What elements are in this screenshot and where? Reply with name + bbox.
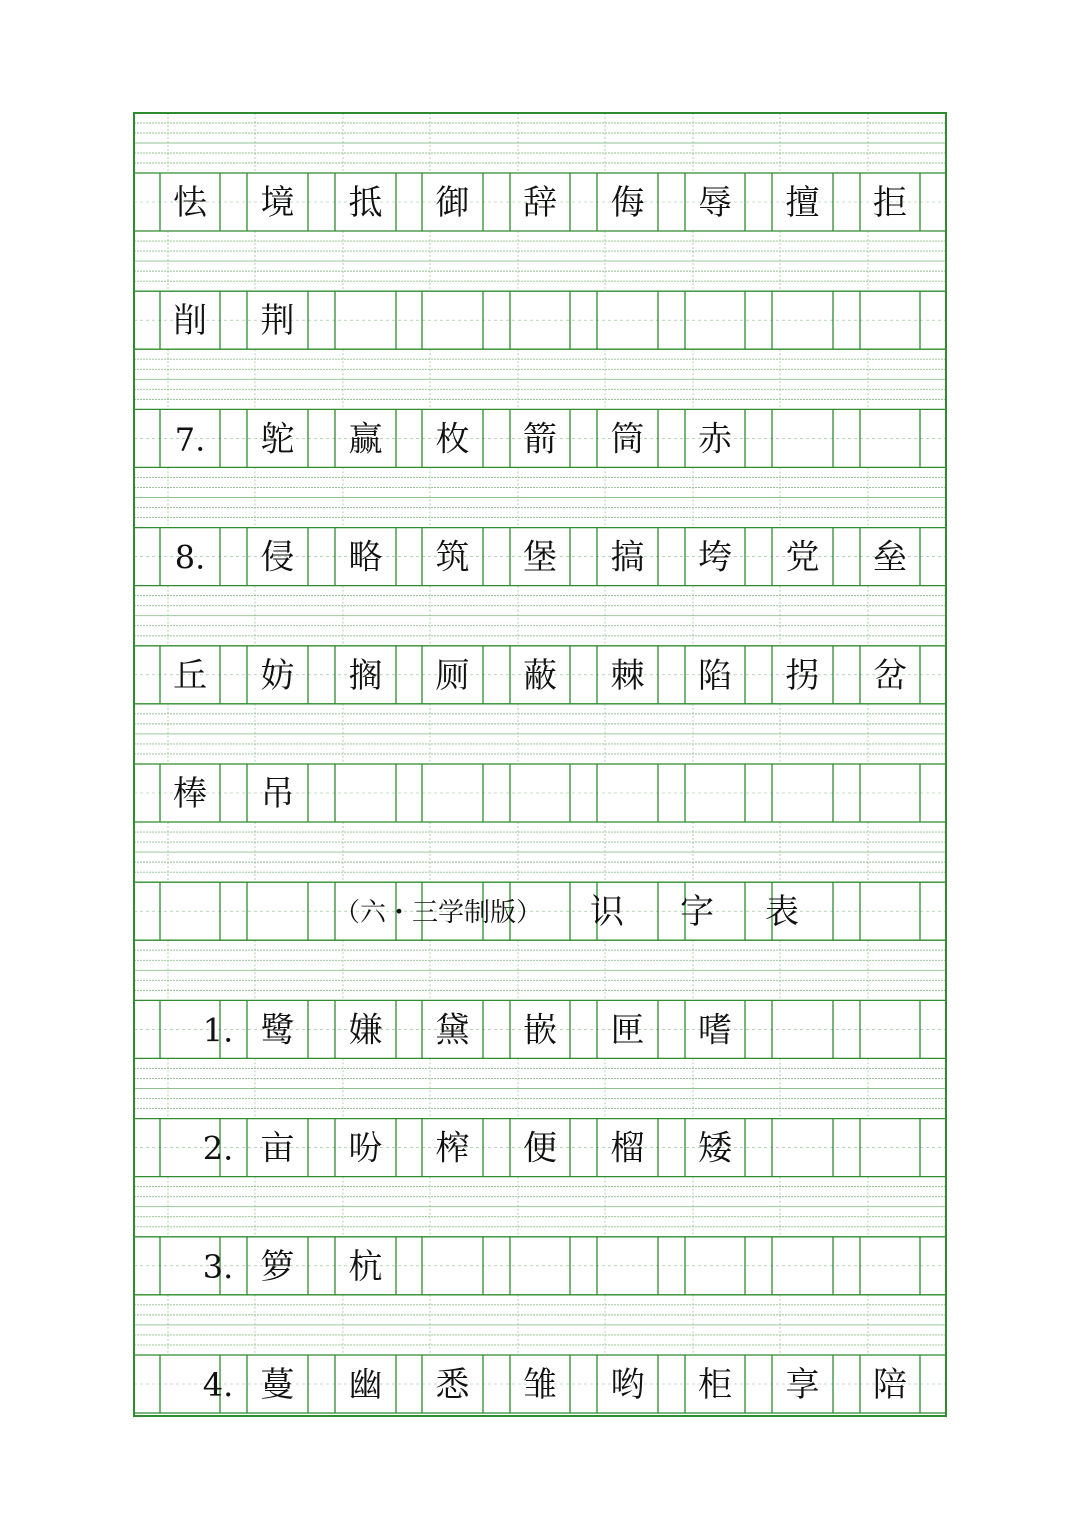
heading-char: 字 bbox=[680, 892, 714, 933]
character-cell: 陷 bbox=[698, 655, 732, 696]
character-cell: 幽 bbox=[348, 1365, 383, 1405]
character-cell: 垒 bbox=[873, 537, 907, 578]
character-cell: 侵 bbox=[260, 537, 295, 578]
heading-char: 识 bbox=[590, 892, 624, 933]
character-cell: 吊 bbox=[260, 774, 295, 814]
character-cell: 便 bbox=[523, 1128, 557, 1169]
character-cell: 匣 bbox=[610, 1010, 645, 1051]
character-cell: 柜 bbox=[698, 1365, 732, 1405]
character-cell: 黛 bbox=[435, 1010, 470, 1051]
character-cell: 怯 bbox=[173, 183, 207, 223]
character-cell: 嗜 bbox=[698, 1010, 732, 1051]
lesson-number: 3. bbox=[202, 1247, 234, 1286]
character-cell: 党 bbox=[785, 537, 820, 578]
character-cell: 享 bbox=[785, 1365, 820, 1405]
character-cell: 棘 bbox=[610, 655, 645, 696]
character-cell: 嵌 bbox=[523, 1010, 557, 1051]
character-cell: 御 bbox=[435, 183, 470, 223]
character-cell: 辱 bbox=[698, 183, 732, 223]
character-layer bbox=[173, 183, 907, 1405]
spacer-lines bbox=[134, 113, 946, 1355]
character-cell: 丘 bbox=[173, 655, 207, 696]
writing-row bbox=[134, 1237, 946, 1295]
character-cell: 嫌 bbox=[348, 1010, 383, 1051]
character-cell: 鸵 bbox=[260, 419, 295, 460]
character-cell: 堡 bbox=[523, 537, 557, 578]
heading-char: 表 bbox=[765, 892, 799, 933]
character-cell: 箩 bbox=[260, 1246, 295, 1287]
character-cell: 矮 bbox=[698, 1128, 732, 1169]
character-cell: 擅 bbox=[785, 183, 820, 223]
character-cell: 蔓 bbox=[260, 1365, 295, 1405]
character-cell: 鹭 bbox=[260, 1010, 295, 1051]
character-cell: 悉 bbox=[435, 1365, 470, 1405]
lesson-number: 2. bbox=[202, 1129, 234, 1168]
character-cell: 垮 bbox=[698, 537, 732, 578]
character-cell: 荆 bbox=[260, 301, 295, 342]
character-cell: 雏 bbox=[523, 1365, 557, 1405]
character-cell: 陪 bbox=[873, 1365, 907, 1405]
lesson-number: 8. bbox=[174, 538, 206, 577]
character-cell: 棒 bbox=[173, 774, 207, 814]
character-cell: 榨 bbox=[435, 1128, 470, 1169]
character-cell: 吩 bbox=[348, 1128, 383, 1169]
character-cell: 削 bbox=[173, 301, 207, 342]
character-cell: 厕 bbox=[435, 655, 470, 696]
character-cell: 枚 bbox=[435, 419, 470, 460]
character-cell: 搞 bbox=[610, 537, 645, 578]
lesson-number: 7. bbox=[174, 420, 206, 459]
character-cell: 榴 bbox=[610, 1128, 645, 1169]
character-cell: 赢 bbox=[348, 419, 383, 460]
character-cell: 箭 bbox=[523, 419, 557, 460]
character-cell: 侮 bbox=[610, 183, 645, 223]
character-cell: 境 bbox=[260, 183, 295, 223]
character-cell: 筒 bbox=[610, 419, 645, 460]
character-cell: 辞 bbox=[523, 183, 557, 223]
character-cell: 拐 bbox=[785, 655, 820, 696]
character-cell: 杭 bbox=[348, 1246, 383, 1287]
writing-row bbox=[134, 291, 946, 349]
character-cell: 蔽 bbox=[523, 655, 557, 696]
character-cell: 抵 bbox=[348, 183, 383, 223]
character-cell: 拒 bbox=[873, 183, 907, 223]
character-cell: 亩 bbox=[260, 1128, 295, 1169]
character-cell: 搁 bbox=[348, 655, 383, 696]
character-cell: 赤 bbox=[698, 419, 732, 460]
writing-row bbox=[134, 764, 946, 822]
heading-prefix: （六・三学制版） bbox=[333, 898, 543, 929]
lesson-number: 1. bbox=[202, 1011, 234, 1050]
character-cell: 岔 bbox=[873, 655, 907, 696]
character-cell: 妨 bbox=[260, 655, 295, 696]
character-cell: 哟 bbox=[610, 1365, 645, 1405]
lesson-number: 4. bbox=[202, 1366, 234, 1404]
character-cell: 筑 bbox=[435, 537, 470, 578]
character-cell: 略 bbox=[348, 537, 383, 578]
